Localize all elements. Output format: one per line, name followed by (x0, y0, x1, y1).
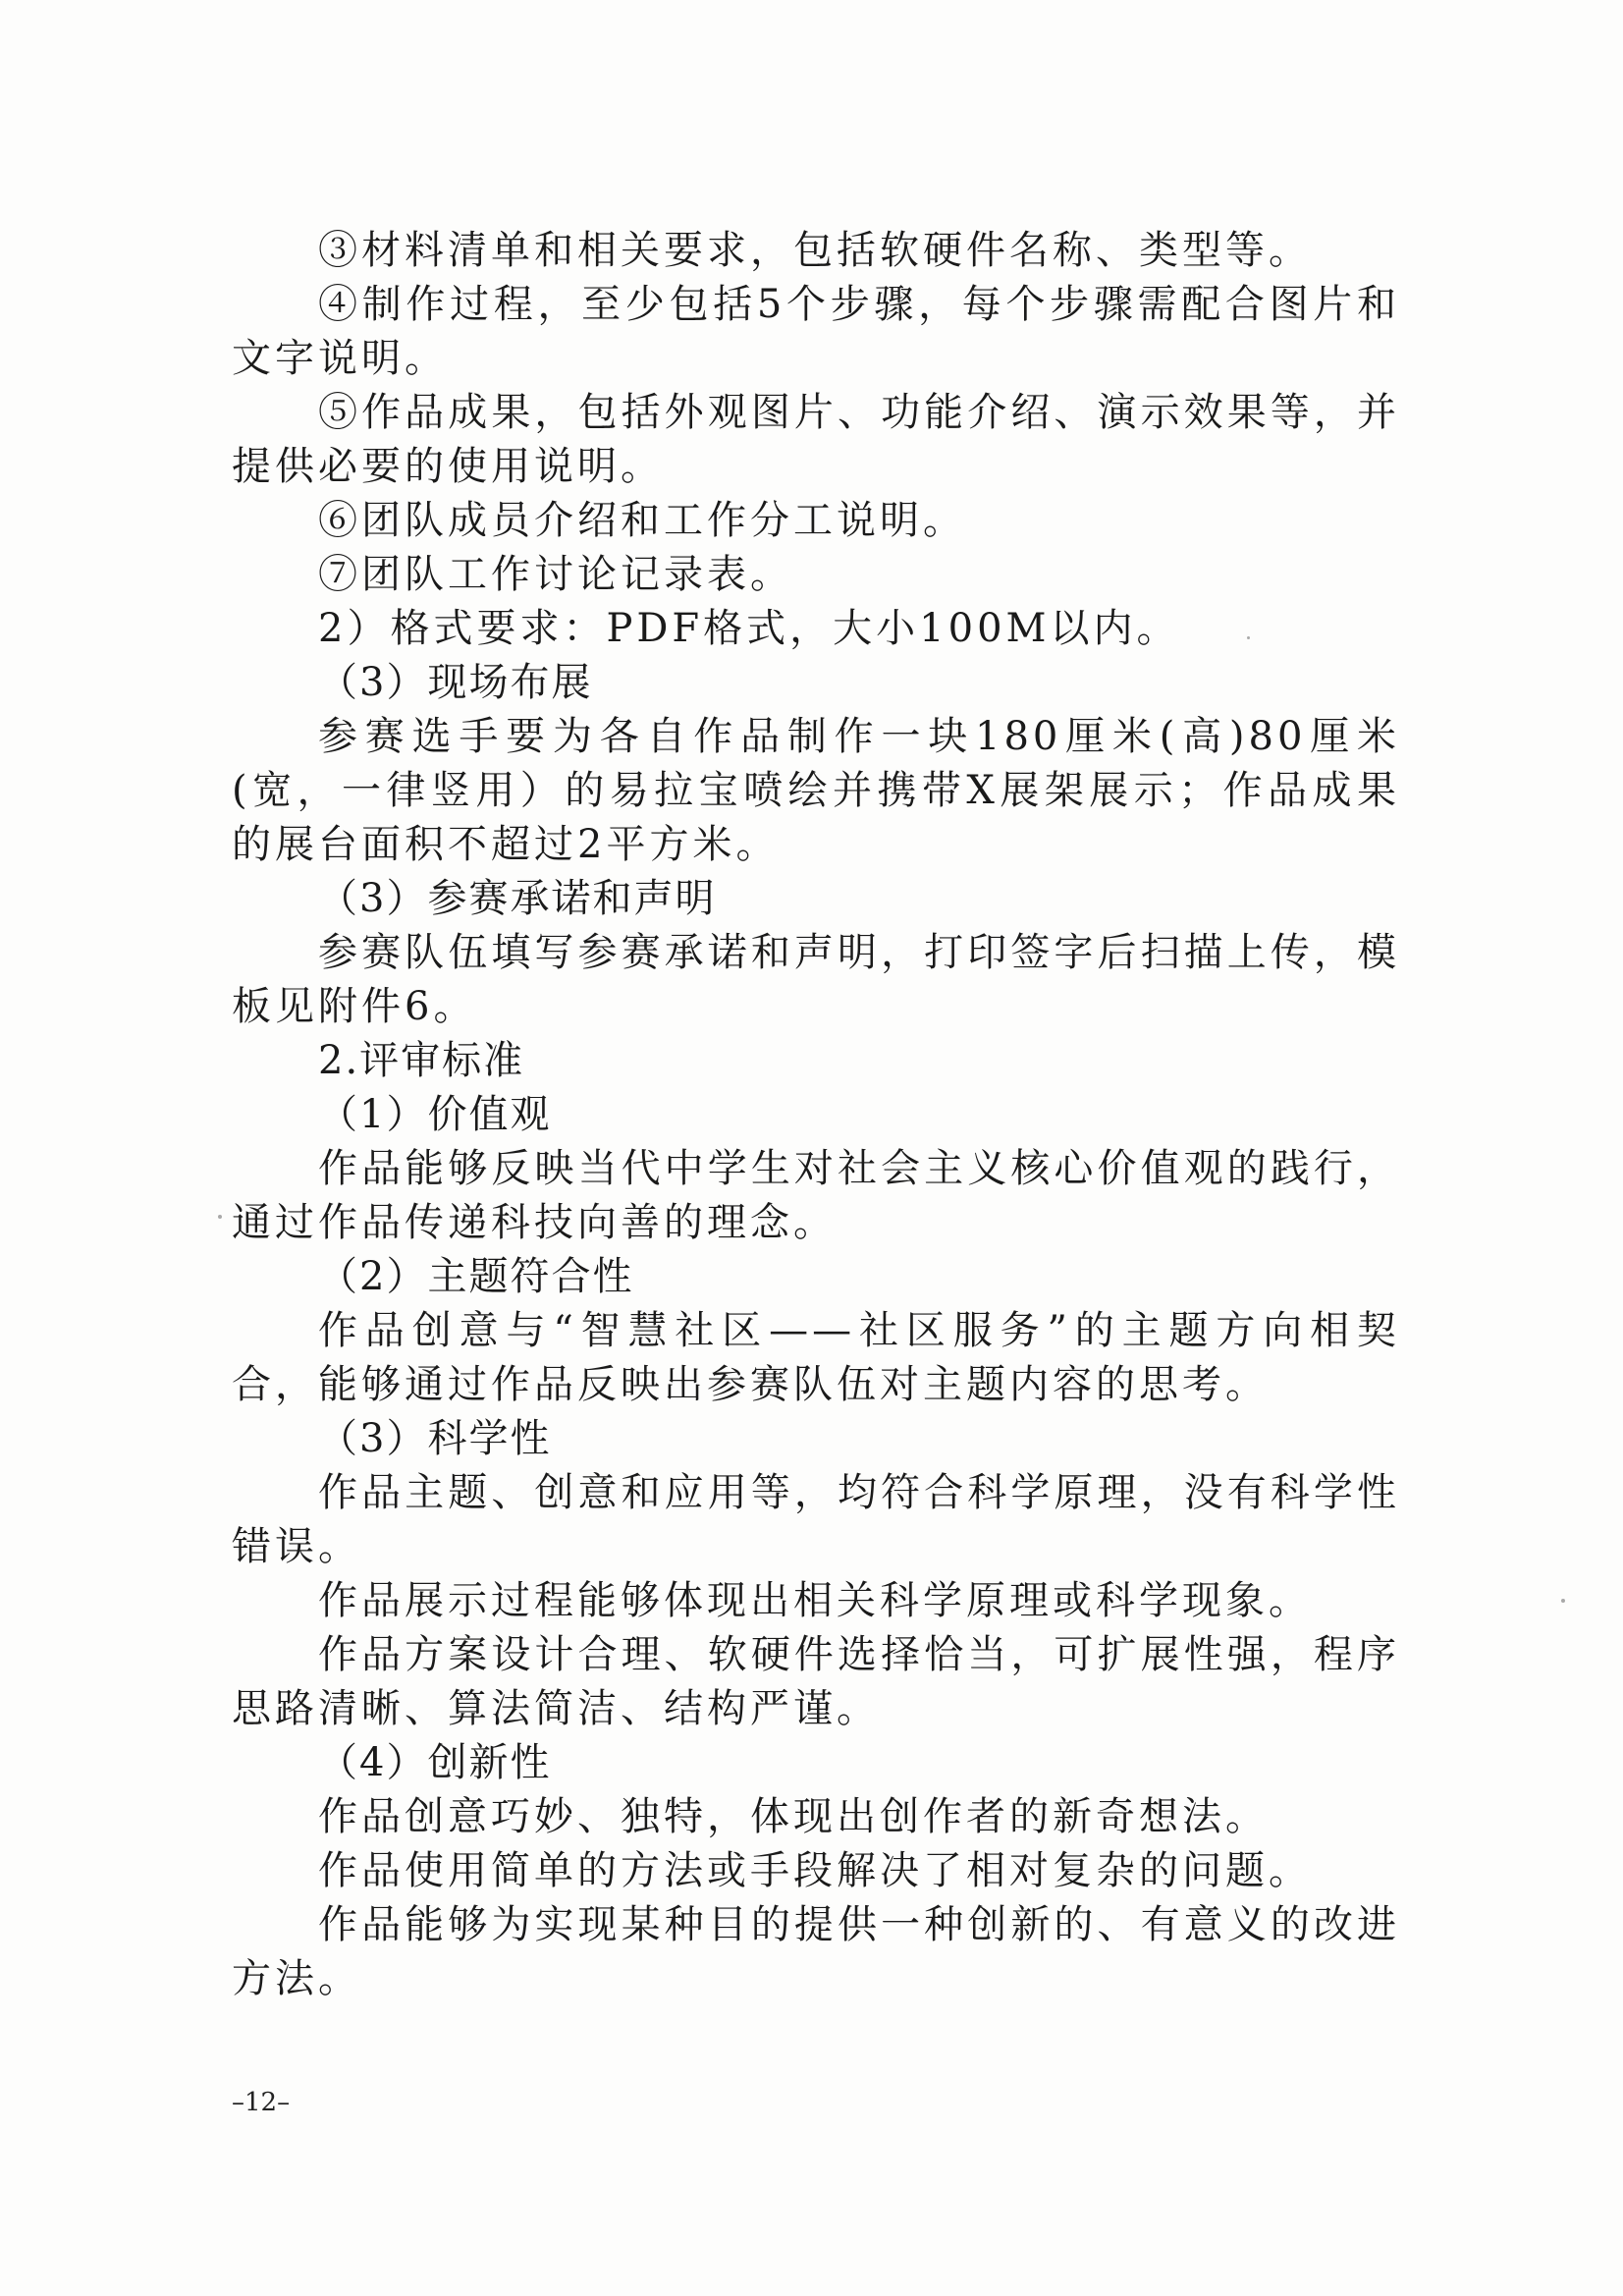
paragraph-materials-list: ③材料清单和相关要求，包括软硬件名称、类型等。 (318, 228, 1312, 273)
paragraph-commitment-details: 参赛队伍填写参赛承诺和声明，打印签字后扫描上传，模板见附件6。 (232, 930, 1400, 1029)
paragraph-values-details: 作品能够反映当代中学生对社会主义核心价值观的践行，通过作品传递科技向善的理念。 (232, 1146, 1400, 1245)
paragraph-work-results: ⑤作品成果，包括外观图片、功能介绍、演示效果等，并提供必要的使用说明。 (232, 390, 1400, 489)
paragraph-innovation-creative: 作品创意巧妙、独特，体现出创作者的新奇想法。 (318, 1794, 1269, 1839)
page-number: –12– (232, 2088, 291, 2117)
heading-innovation: （4）创新性 (318, 1740, 552, 1785)
heading-commitment-statement: （3）参赛承诺和声明 (318, 876, 717, 921)
paragraph-team-members: ⑥团队成员介绍和工作分工说明。 (318, 498, 966, 543)
paragraph-innovation-simple-method: 作品使用简单的方法或手段解决了相对复杂的问题。 (318, 1848, 1312, 1893)
paragraph-innovation-improvement: 作品能够为实现某种目的提供一种创新的、有意义的改进方法。 (232, 1902, 1400, 2001)
scan-speck (218, 1215, 222, 1219)
paragraph-theme-details: 作品创意与“智慧社区——社区服务”的主题方向相契合，能够通过作品反映出参赛队伍对主题内容的思考。 (232, 1308, 1400, 1407)
heading-review-criteria: 2.评审标准 (318, 1038, 525, 1083)
heading-scientific: （3）科学性 (318, 1416, 552, 1461)
paragraph-scientific-display: 作品展示过程能够体现出相关科学原理或科学现象。 (318, 1578, 1312, 1623)
scan-speck (1247, 636, 1250, 639)
paragraph-production-process: ④制作过程，至少包括5个步骤，每个步骤需配合图片和文字说明。 (232, 282, 1400, 381)
heading-theme-relevance: （2）主题符合性 (318, 1254, 634, 1299)
paragraph-scientific-design: 作品方案设计合理、软硬件选择恰当，可扩展性强，程序思路清晰、算法简洁、结构严谨。 (232, 1632, 1400, 1731)
paragraph-format-requirements: 2）格式要求：PDF格式，大小100M以内。 (318, 606, 1180, 651)
scan-speck (1561, 1599, 1565, 1603)
heading-onsite-exhibition: （3）现场布展 (318, 660, 593, 705)
heading-values: （1）价值观 (318, 1092, 552, 1137)
paragraph-scientific-principle: 作品主题、创意和应用等，均符合科学原理，没有科学性错误。 (232, 1470, 1400, 1569)
paragraph-exhibition-details: 参赛选手要为各自作品制作一块180厘米(高)80厘米(宽，一律竖用）的易拉宝喷绘并携带X展架展示；作品成果的展台面积不超过2平方米。 (232, 714, 1400, 867)
body-text (232, 224, 1400, 2006)
paragraph-team-discussion: ⑦团队工作讨论记录表。 (318, 552, 793, 597)
